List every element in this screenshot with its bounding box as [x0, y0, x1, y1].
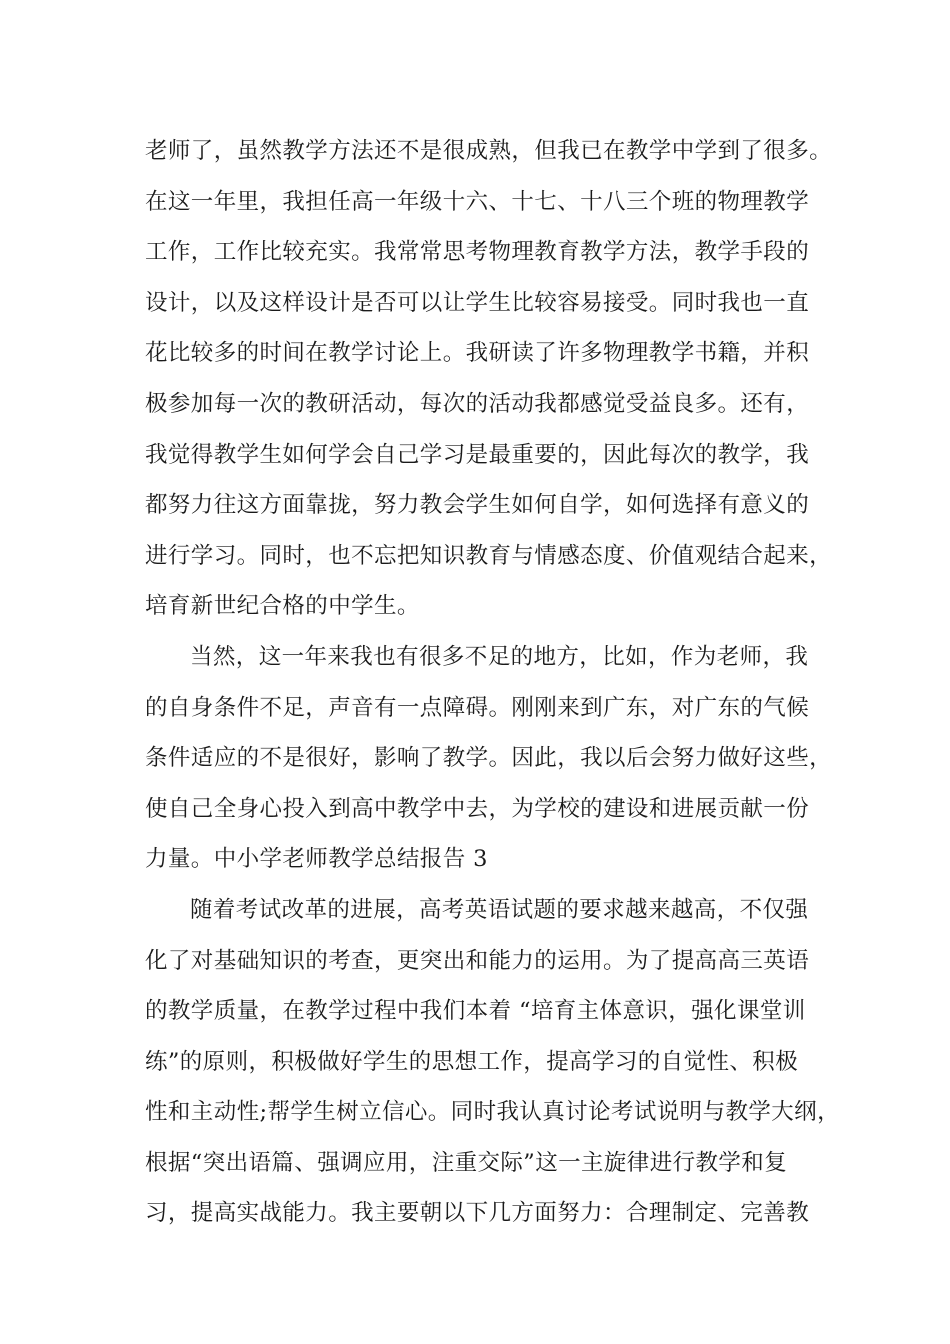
- text-line: 工作，工作比较充实。我常常思考物理教育教学方法，教学手段的: [145, 239, 810, 266]
- paragraph-first-line: 当然，这一年来我也有很多不足的地方，比如，作为老师，我: [190, 643, 809, 670]
- text-line: 根据“突出语篇、强调应用，注重交际”这一主旋律进行教学和复: [145, 1149, 788, 1176]
- text-line: 习，提高实战能力。我主要朝以下几方面努力：合理制定、完善教: [145, 1200, 810, 1227]
- text-line: 进行学习。同时，也不忘把知识教育与情感态度、价值观结合起来，: [145, 542, 833, 569]
- text-line: 极参加每一次的教研活动，每次的活动我都感觉受益良多。还有，: [145, 390, 810, 417]
- text-line: 力量。中小学老师教学总结报告 3: [145, 846, 488, 873]
- text-line: 练”的原则，积极做好学生的思想工作，提高学习的自觉性、积极: [145, 1048, 799, 1075]
- text-line: 条件适应的不是很好，影响了教学。因此，我以后会努力做好这些，: [145, 745, 833, 772]
- text-line: 都努力往这方面靠拢，努力教会学生如何自学，如何选择有意义的: [145, 492, 810, 519]
- text-line: 我觉得教学生如何学会自己学习是最重要的，因此每次的教学，我: [145, 441, 810, 468]
- text-line: 花比较多的时间在教学讨论上。我研读了许多物理教学书籍，并积: [145, 340, 810, 367]
- text-line: 在这一年里，我担任高一年级十六、十七、十八三个班的物理教学: [145, 188, 810, 215]
- text-line: 设计，以及这样设计是否可以让学生比较容易接受。同时我也一直: [145, 289, 810, 316]
- text-line: 的教学质量，在教学过程中我们本着 “培育主体意识，强化课堂训: [145, 998, 806, 1025]
- text-line: 培育新世纪合格的中学生。: [145, 593, 420, 620]
- text-line: 的自身条件不足，声音有一点障碍。刚刚来到广东，对广东的气候: [145, 694, 810, 721]
- text-line: 化了对基础知识的考查，更突出和能力的运用。为了提高高三英语: [145, 947, 810, 974]
- text-line: 使自己全身心投入到高中教学中去，为学校的建设和进展贡献一份: [145, 795, 810, 822]
- text-line: 老师了，虽然教学方法还不是很成熟，但我已在教学中学到了很多。: [145, 138, 833, 164]
- paragraph-first-line: 随着考试改革的进展，高考英语试题的要求越来越高，不仅强: [190, 896, 809, 923]
- body-text: [145, 126, 840, 1239]
- text-line: 性和主动性;帮学生树立信心。同时我认真讨论考试说明与教学大纲，: [145, 1099, 840, 1126]
